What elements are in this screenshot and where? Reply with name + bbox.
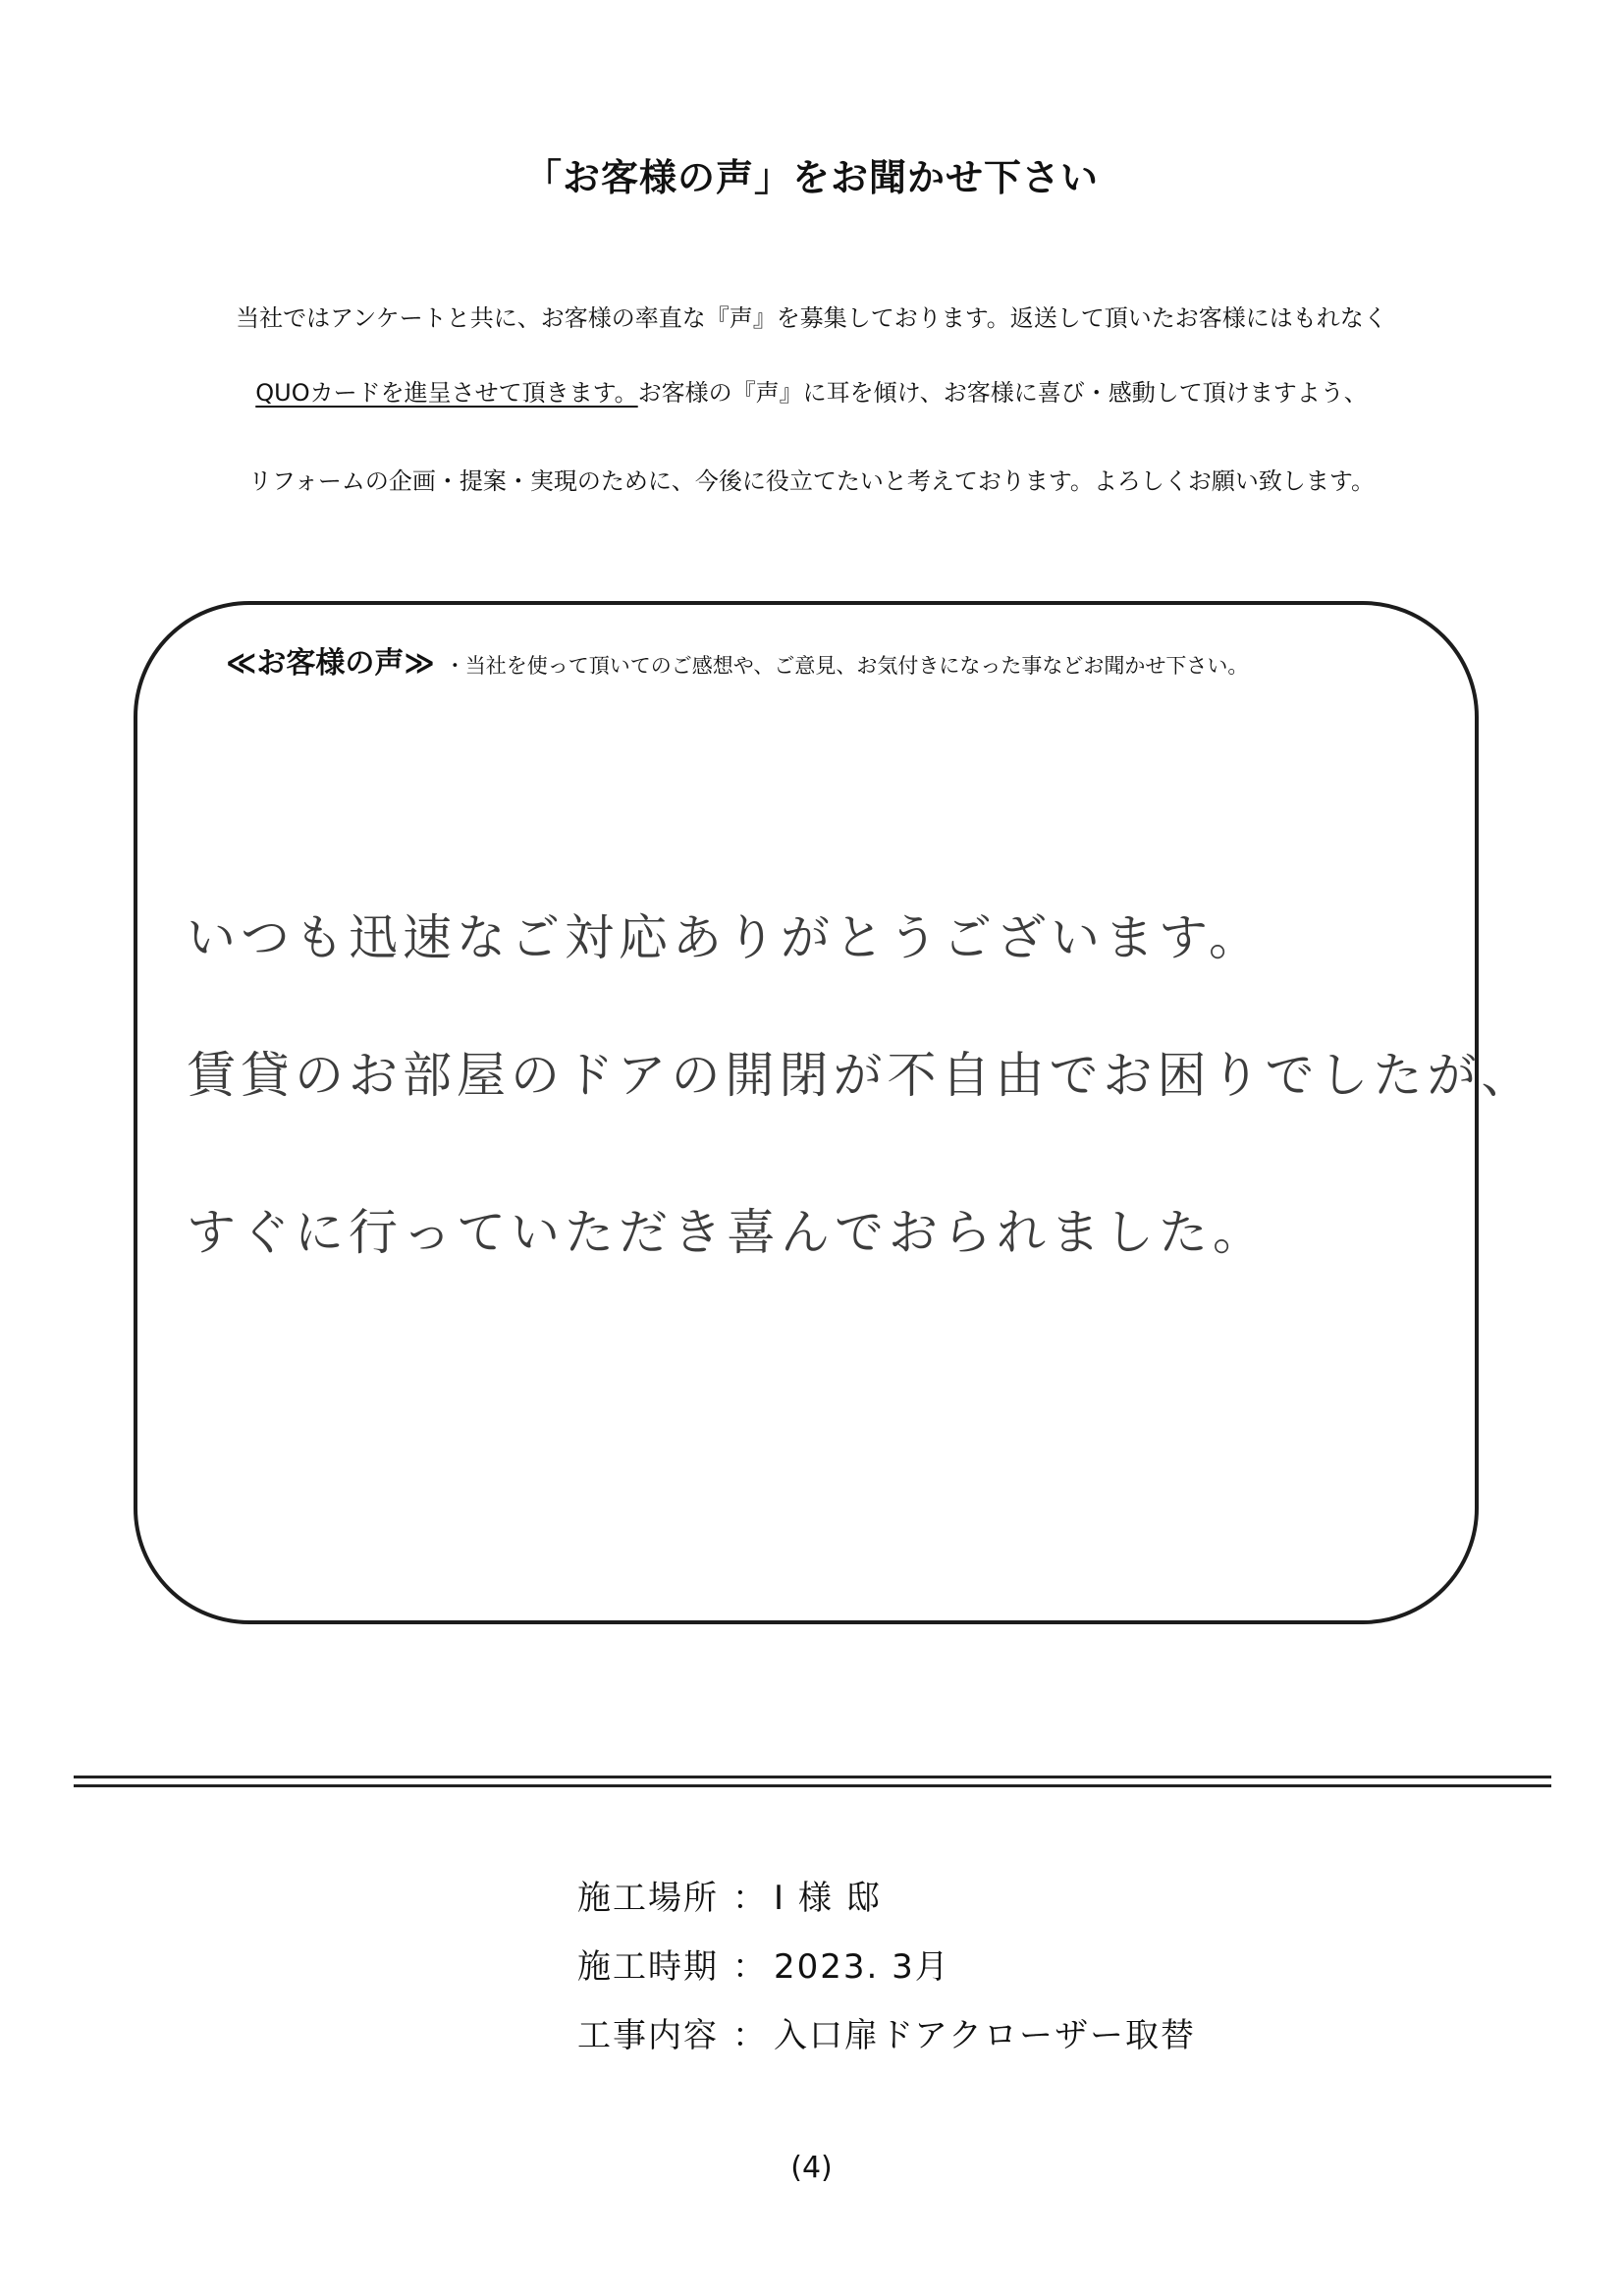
detail-work-content-label: 工事内容 [577,2016,719,2055]
quo-card-notice: QUOカードを進呈させて頂きます。 [255,379,638,407]
detail-separator: ： [732,1879,766,1918]
voice-box-heading [226,638,1434,682]
detail-location [577,1871,882,1919]
voice-box-title: ≪お客様の声≫ [226,646,435,681]
customer-voice-box [134,601,1479,1624]
handwritten-comment-line-1: いつも迅速なご対応ありがとうございます。 [187,909,1263,966]
intro-line-3: リフォームの企画・提案・実現のために、今後に役立てたいと考えております。よろしくお願い致します。 [248,467,1375,495]
detail-separator: ： [732,2016,766,2055]
section-divider-top [74,1776,1551,1778]
detail-separator: ： [732,1947,766,1987]
voice-box-instructions: ・当社を使って頂いてのご感想や、ご意見、お気付きになった事などお聞かせ下さい。 [444,654,1249,678]
handwritten-comment-line-2: 賃貸のお部屋のドアの開閉が不自由でお困りでしたが、 [187,1047,1536,1104]
intro-line-1: 当社ではアンケートと共に、お客様の率直な『声』を募集しております。返送して頂いたお客様にはもれなく [236,304,1387,332]
detail-period [577,1940,950,1988]
page-number: (4) [790,2151,833,2185]
detail-work-content [577,2008,1196,2056]
handwritten-comment-line-3: すぐに行っていただき喜んでおられました。 [187,1204,1267,1261]
detail-period-label: 施工時期 [577,1947,719,1987]
detail-period-value: 2023. 3月 [774,1947,950,1987]
intro-line-2-rest: お客様の『声』に耳を傾け、お客様に喜び・感動して頂けますよう、 [637,379,1368,407]
intro-line-2 [0,373,1623,408]
detail-work-content-value: 入口扉ドアクローザー取替 [774,2016,1196,2055]
detail-location-label: 施工場所 [577,1879,719,1918]
page-title: 「お客様の声」をお聞かせ下さい [523,156,1099,199]
detail-location-value: I 様 邸 [774,1879,882,1918]
section-divider-bottom [74,1784,1551,1787]
